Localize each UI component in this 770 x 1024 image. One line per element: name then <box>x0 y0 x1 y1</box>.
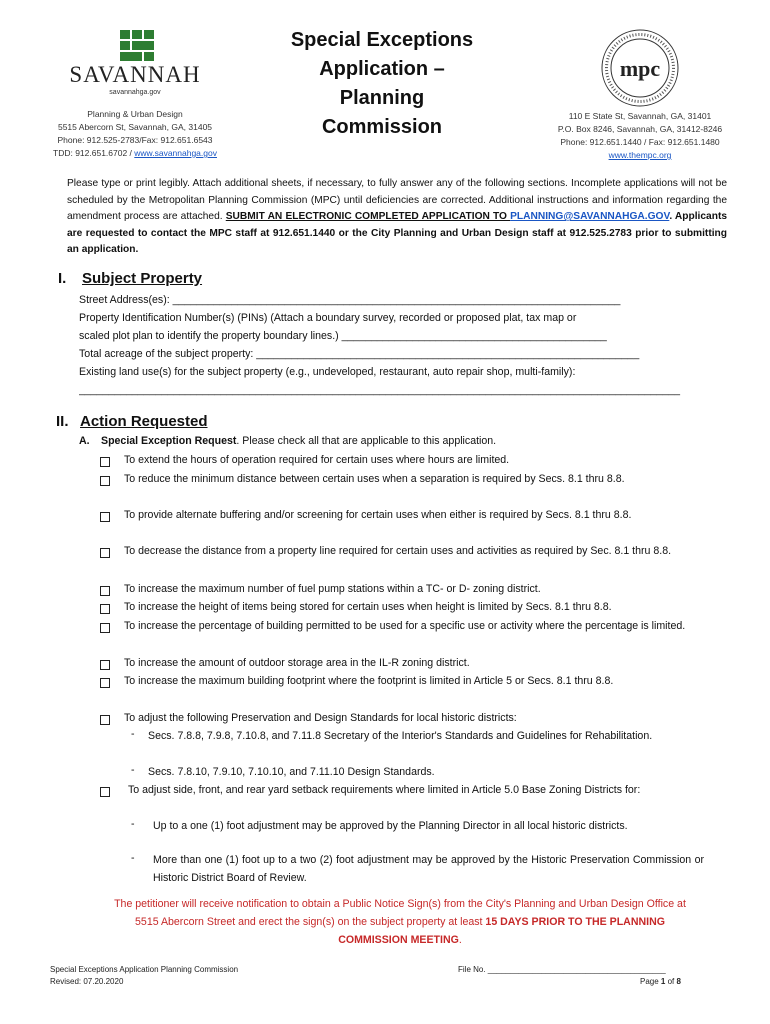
city-address-block <box>30 108 240 160</box>
land-use-field[interactable]: ______________________________________________________________________________________________________ <box>79 384 680 396</box>
option-building-footprint: To increase the maximum building footprint where the footprint is limited in Article 5 or Secs. 8.1 thru 8.8. <box>124 675 614 687</box>
checkbox-setback-adjust[interactable] <box>100 787 110 797</box>
intro-paragraph: Please type or print legibly. Attach additional sheets, if necessary, to fully answer any of the following sections. Incomplete applications will not be scheduled by the Metropolitan Planning Commission (MPC) until deficiencies are corrected. Additional instructions and information regarding the amendment process are attached. SUBMIT AN ELECTRONIC COMPLETED APPLICATION TO PLANNING@SAVANNAHGA.GOV. Applicants are requested to contact the MPC staff at 912.651.1440 or the City Planning and Urban Design staff at 912.525.2783 prior to submitting an application. <box>67 178 727 255</box>
checkbox-decrease-distance[interactable] <box>100 548 110 558</box>
land-use-label: Existing land use(s) for the subject property (e.g., undeveloped, restaurant, auto repair shop, multi-family): <box>79 366 576 378</box>
dept-name: Planning & Urban Design <box>87 109 183 119</box>
savannah-logo-icon <box>120 30 154 62</box>
checkbox-fuel-pumps[interactable] <box>100 586 110 596</box>
city-name: SAVANNAH <box>69 62 201 87</box>
option-storage-height: To increase the height of items being stored for certain uses when height is limited by Secs. 8.1 thru 8.8. <box>124 601 612 613</box>
pin-label: Property Identification Number(s) (PINs) (Attach a boundary survey, recorded or proposed plat, tax map or <box>79 312 577 324</box>
option-decrease-distance: To decrease the distance from a property line required for certain uses and activities as required by Sec. 8.1 thru 8.8. <box>124 545 672 557</box>
city-website-link[interactable]: www.savannahga.gov <box>134 148 217 158</box>
sub-option-interior-standards: Secs. 7.8.8, 7.9.8, 7.10.8, and 7.11.8 Secretary of the Interior's Standards and Guidelines for Rehabilitation. <box>148 730 653 742</box>
sub-option-planning-director: Up to a one (1) foot adjustment may be approved by the Planning Director in all local historic districts. <box>153 820 628 832</box>
checkbox-storage-height[interactable] <box>100 604 110 614</box>
option-outdoor-storage: To increase the amount of outdoor storage area in the IL-R zoning district. <box>124 657 470 669</box>
footer-revised-date: Revised: 07.20.2020 <box>50 977 124 986</box>
city-url-label: savannahga.gov <box>109 89 161 96</box>
checkbox-preservation-standards[interactable] <box>100 715 110 725</box>
option-extend-hours: To extend the hours of operation required for certain uses where hours are limited. <box>124 454 510 466</box>
mpc-address-block <box>540 110 740 162</box>
sub-option-preservation-commission: More than one (1) foot up to a two (2) foot adjustment may be approved by the Historic Preservation Commission or Historic District Board of Review. <box>153 854 704 884</box>
pin-field[interactable]: scaled plot plan to identify the property boundary lines.) _____________________________________________ <box>79 330 607 342</box>
dept-phone: Phone: 912.525-2783/Fax: 912.651.6543 <box>57 135 213 145</box>
checkbox-building-footprint[interactable] <box>100 678 110 688</box>
option-preservation-standards: To adjust the following Preservation and Design Standards for local historic districts: <box>124 712 517 724</box>
footer-doc-title: Special Exceptions Application Planning Commission <box>50 965 239 974</box>
page-title: Special Exceptions Application – Planning Commission <box>290 29 474 138</box>
mpc-address: 110 E State St, Savannah, GA, 31401 <box>568 111 712 121</box>
mpc-seal-icon <box>600 28 680 108</box>
dept-tdd: TDD: 912.651.6702 / www.savannahga.gov <box>53 148 217 158</box>
special-exception-heading: A. Special Exception Request. Please check all that are applicable to this application. <box>79 435 497 447</box>
sub-option-design-standards: Secs. 7.8.10, 7.9.10, 7.10.10, and 7.11.10 Design Standards. <box>148 766 435 778</box>
planning-email-link[interactable]: PLANNING@SAVANNAHGA.GOV <box>510 211 670 222</box>
acreage-field[interactable]: Total acreage of the subject property: _________________________________________________________________ <box>79 348 640 360</box>
section-1-heading: I. Subject Property <box>58 270 203 287</box>
checkbox-outdoor-storage[interactable] <box>100 660 110 670</box>
dept-address: 5515 Abercorn St, Savannah, GA, 31405 <box>57 122 213 132</box>
mpc-website-link[interactable]: www.thempc.org <box>608 150 672 160</box>
page-number: Page 1 of 8 <box>640 977 681 986</box>
option-building-percentage: To increase the percentage of building permitted to be used for a specific use or activity where the percentage is limited. <box>124 620 686 632</box>
checkbox-extend-hours[interactable] <box>100 457 110 467</box>
option-fuel-pumps: To increase the maximum number of fuel pump stations within a TC- or D- zoning district. <box>124 583 541 595</box>
checkbox-building-percentage[interactable] <box>100 623 110 633</box>
mpc-phone: Phone: 912.651.1440 / Fax: 912.651.1480 <box>560 137 720 147</box>
street-address-field[interactable]: Street Address(es): ____________________________________________________________________________ <box>79 294 621 306</box>
file-number-field[interactable]: File No. ________________________________________ <box>458 965 666 974</box>
mpc-po-box: P.O. Box 8246, Savannah, GA, 31412-8246 <box>557 124 723 134</box>
public-notice-text: The petitioner will receive notification to obtain a Public Notice Sign(s) from the City's Planning and Urban Design Office at 5515 Abercorn Street and erect the sign(s) on the subject property at least 15 DAYS PRIOR TO THE PLANNING COMMISSION MEETING. <box>114 898 686 946</box>
option-alternate-buffering: To provide alternate buffering and/or screening for certain uses when either is required by Secs. 8.1 thru 8.8. <box>124 509 632 521</box>
checkbox-reduce-distance[interactable] <box>100 476 110 486</box>
svg-text:mpc: mpc <box>619 56 661 81</box>
section-2-heading: II. Action Requested <box>56 413 208 430</box>
checkbox-alternate-buffering[interactable] <box>100 512 110 522</box>
option-setback-adjust: To adjust side, front, and rear yard setback requirements where limited in Article 5.0 Base Zoning Districts for: <box>128 784 641 796</box>
option-reduce-distance: To reduce the minimum distance between certain uses when a separation is required by Secs. 8.1 thru 8.8. <box>124 473 625 485</box>
